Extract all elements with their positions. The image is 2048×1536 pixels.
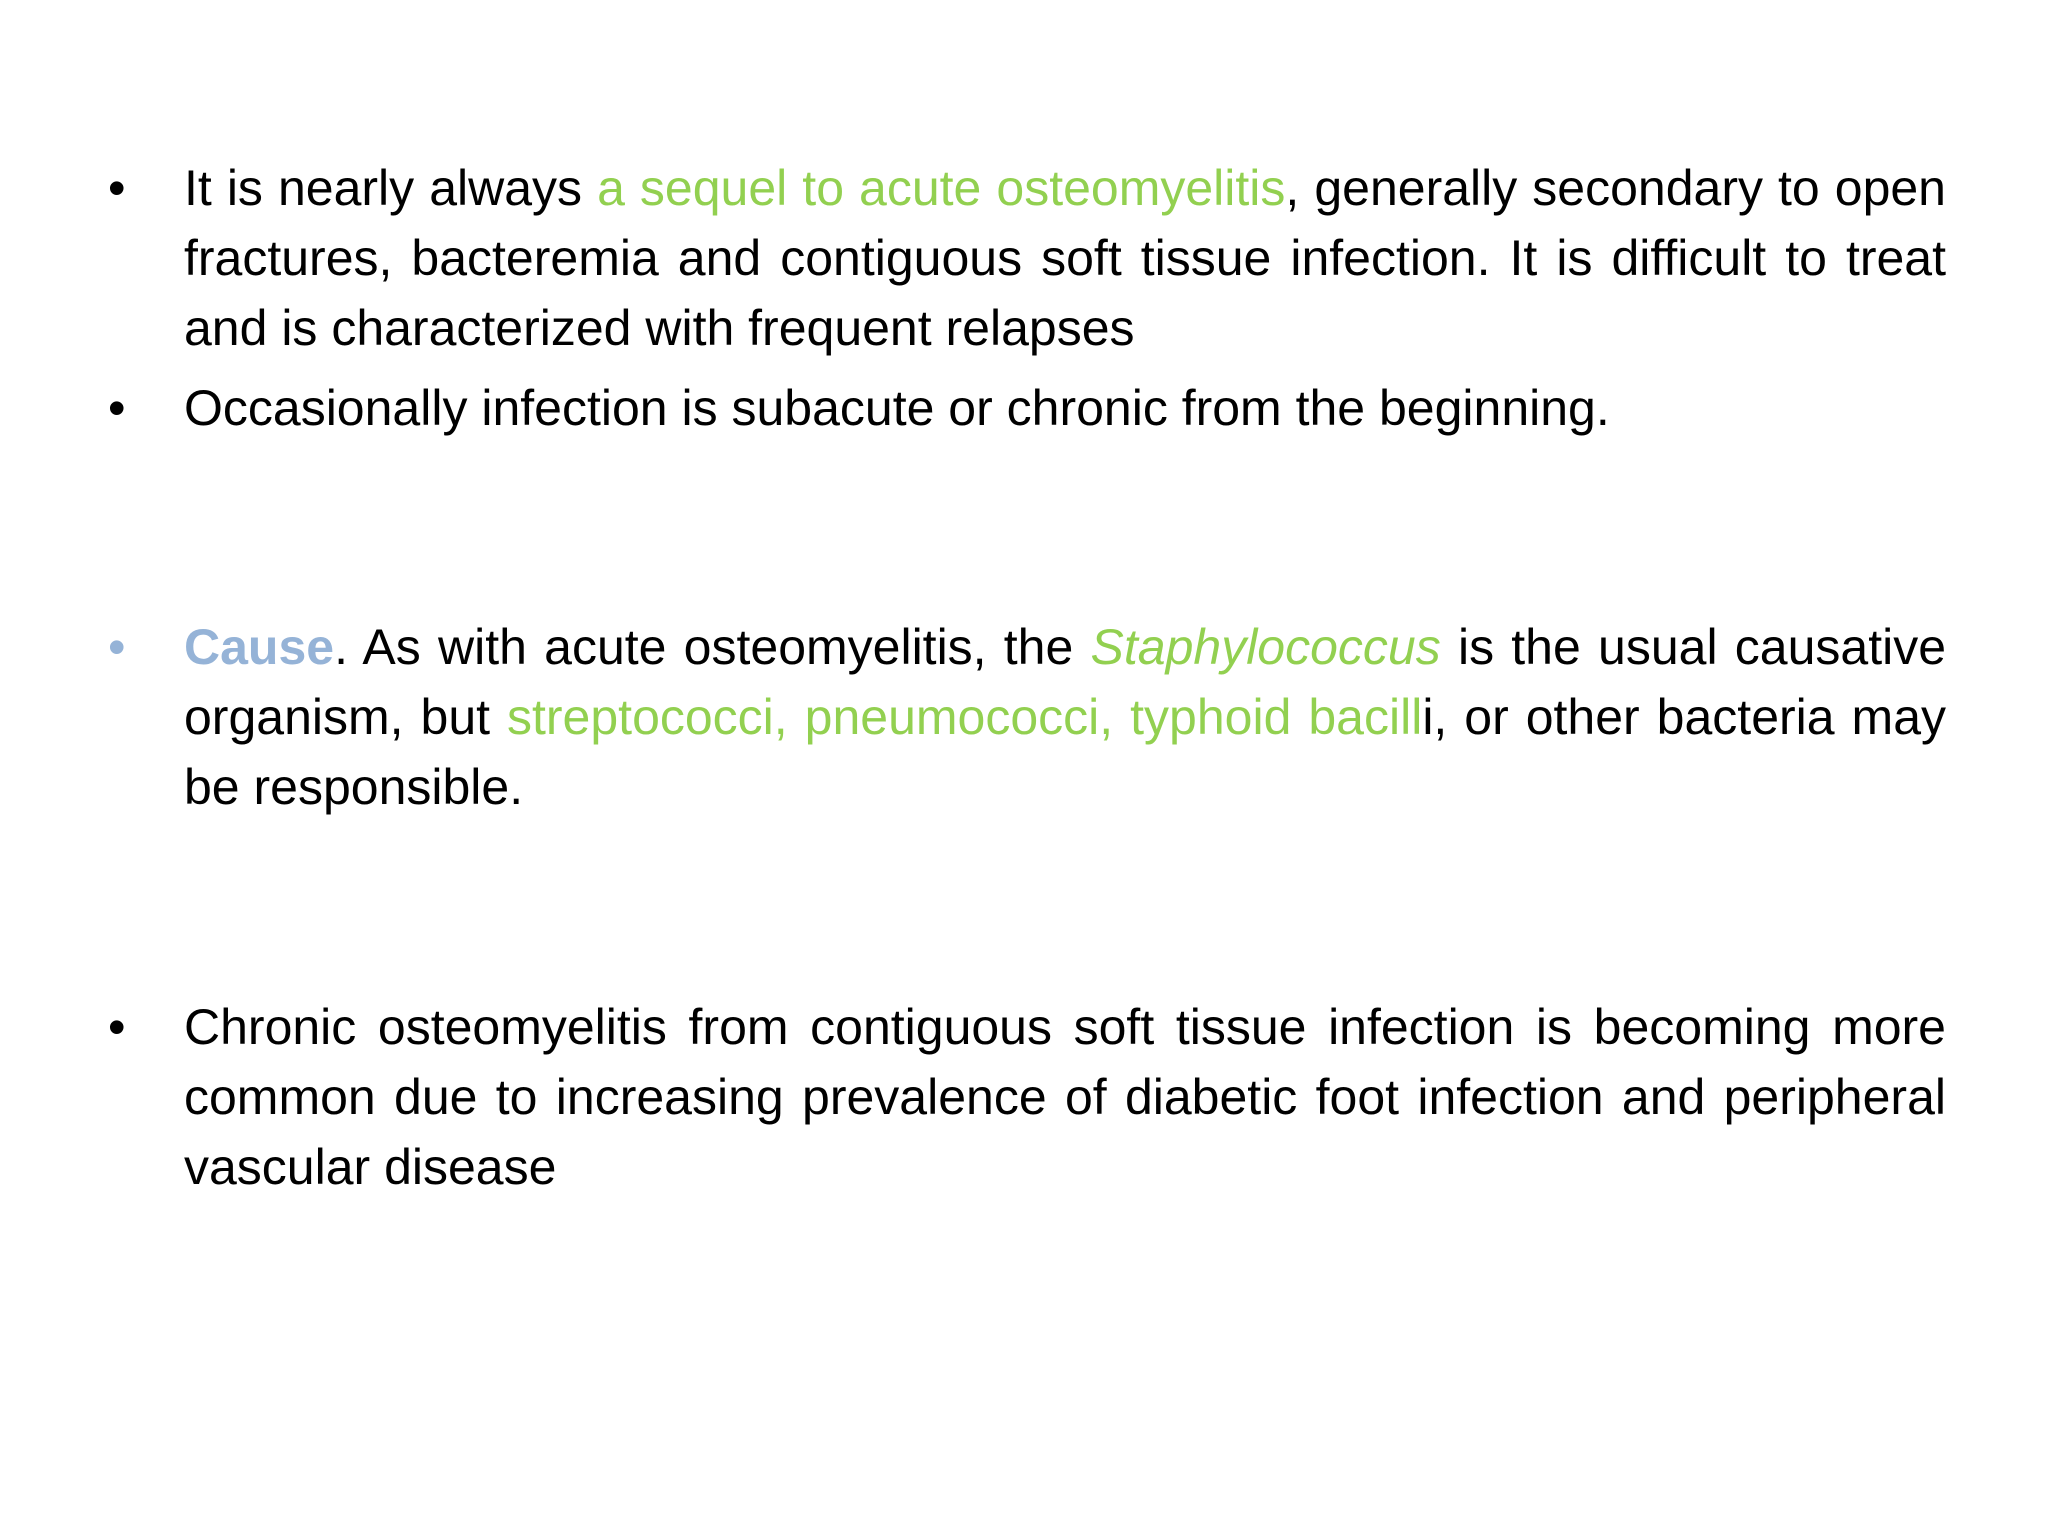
bullet-dot: • (108, 619, 126, 675)
organism-name: Staphylococcus (1090, 619, 1441, 675)
bullet-text: . As with acute osteomyelitis, the (334, 619, 1091, 675)
bullet-item-4 (108, 992, 1946, 1202)
highlight-text: a sequel to acute osteomyelitis (597, 160, 1286, 216)
bullet-text: is the usual causative organism, but (184, 619, 1947, 745)
cause-label: Cause (184, 619, 335, 675)
bullet-text: Chronic osteomyelitis from contiguous soft tissue infection is becoming more common due to increasing prevalence of diabetic foot infection and peripheral vascular disease (184, 999, 1946, 1195)
bullet-item-2 (108, 373, 1946, 443)
bullet-dot: • (108, 160, 126, 216)
bullet-text: It is nearly always (184, 160, 598, 216)
bullet-text: , generally secondary to open fractures, bacteremia and contiguous soft tissue infection. It is difficult to treat and is characterized with frequent relapses (184, 160, 1946, 356)
bullet-text: Occasionally infection is subacute or chronic from the beginning. (184, 380, 1610, 436)
bullet-item-1 (108, 153, 1946, 363)
highlight-text: streptococci, pneumococci, typhoid bacill (507, 689, 1423, 745)
bullet-item-3 (108, 612, 1947, 822)
bullet-text: i, or other bacteria may be responsible. (184, 689, 1947, 815)
bullet-dot: • (108, 999, 126, 1055)
bullet-dot: • (108, 380, 126, 436)
